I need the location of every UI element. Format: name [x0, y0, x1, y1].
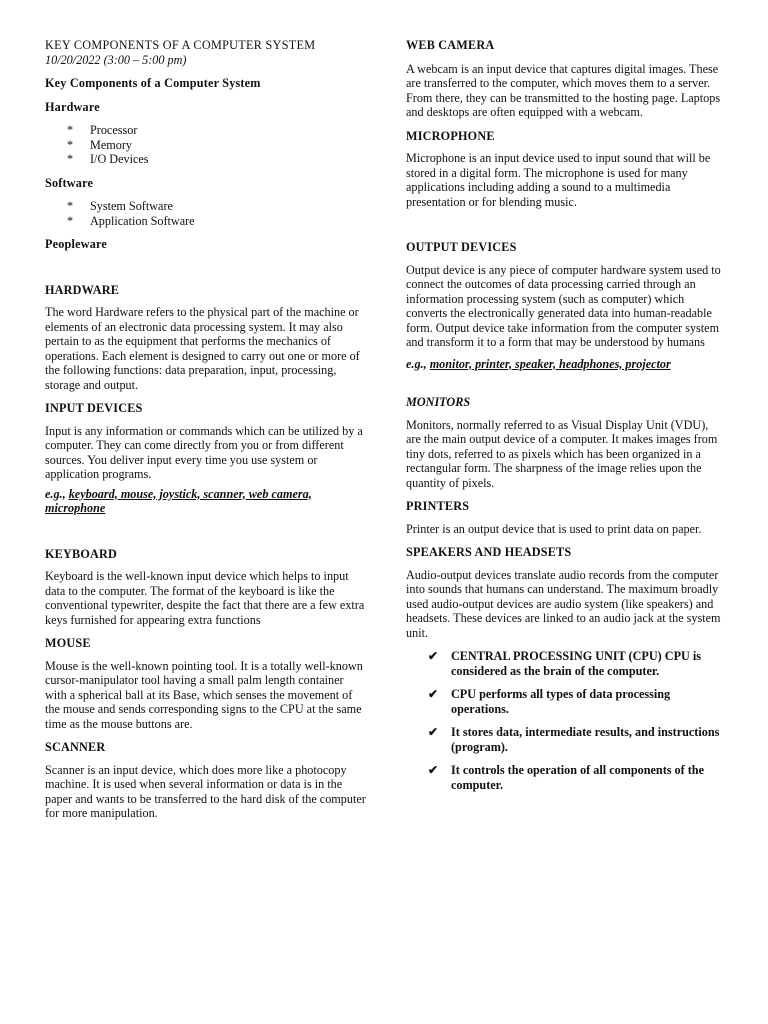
- list-item: * System Software: [67, 199, 173, 213]
- hardware-heading: HARDWARE: [45, 282, 120, 297]
- list-item: * Memory: [67, 137, 132, 152]
- list-item: ✔ It stores data, intermediate results, and instructions (program).: [428, 725, 720, 754]
- hardware-body: The word Hardware refers to the physical part of the machine or elements of an electronic data processing system. It may also pertain to as the equipment that performs the mechanics of operations. Each element is designed to carry out one or more of the following functions: data preparation, input, processing, storage and output.: [45, 305, 360, 392]
- right-column: [406, 38, 726, 801]
- speakers-body: Audio-output devices translate audio records from the computer into sounds that humans can understand. The maximum broadly used audio-output devices are audio system (like speakers) and headsets. These devices are linked to an audio jack at the system unit.: [406, 567, 721, 640]
- scanner-body: Scanner is an input device, which does more like a photocopy machine. It is used when several information or data is in the paper and wants to be transferred to the hard disk of the computer for more manipulation.: [45, 762, 366, 820]
- speakers-heading: SPEAKERS AND HEADSETS: [406, 545, 572, 559]
- list-item: ✔ It controls the operation of all components of the computer.: [428, 763, 704, 792]
- scanner-heading: SCANNER: [45, 740, 106, 754]
- input-devices-body: Input is any information or commands which can be utilized by a computer. They can come directly from you or from different sources. You deliver input every time you use system or application programs.: [45, 423, 363, 481]
- monitors-body: Monitors, normally referred to as Visual Display Unit (VDU), are the main output device of a computer. It makes images from tiny dots, referred to as pixels which has been organized in a rectangular form. The sharpness of the image relies upon the quantity of pixels.: [406, 417, 718, 490]
- keyboard-body: Keyboard is the well-known input device which helps to input data to the computer. The format of the keyboard is like the conventional typewriter, despite the fact that there are a few extra keys furnished for appearing extra functions: [45, 569, 365, 627]
- printers-body: Printer is an output device that is used to print data on paper.: [406, 521, 702, 536]
- bullet-star: *: [67, 199, 74, 213]
- output-devices-examples: e.g., monitor, printer, speaker, headphones, projector: [406, 356, 671, 371]
- mouse-body: Mouse is the well-known pointing tool. It is a totally well-known cursor-manipulator tool having a small palm length container with a spherical ball at its Base, which senses the movement of the mouse and sends corresponding signs to the CPU at the same time as the mouse buttons are.: [45, 658, 363, 731]
- list-item: ✔ CENTRAL PROCESSING UNIT (CPU) CPU is considered as the brain of the computer.: [428, 649, 701, 678]
- input-devices-heading: INPUT DEVICES: [45, 401, 143, 415]
- bullet-star: *: [67, 123, 74, 137]
- microphone-body: Microphone is an input device used to input sound that will be stored in a digital form. The microphone is used for many applications including adding a sound to a multimedia presentation or for blending music.: [406, 151, 711, 209]
- mouse-heading: MOUSE: [45, 636, 91, 650]
- software-label: Software: [45, 175, 94, 190]
- components-subtitle: Key Components of a Computer System: [45, 76, 261, 90]
- web-camera-heading: WEB CAMERA: [406, 38, 495, 52]
- software-list: [45, 199, 367, 228]
- input-devices-examples: e.g., keyboard, mouse, joystick, scanner, web camera, microphone: [45, 486, 312, 515]
- checkmark-icon: ✔: [428, 649, 439, 663]
- output-devices-heading: OUTPUT DEVICES: [406, 240, 517, 254]
- keyboard-heading: KEYBOARD: [45, 546, 118, 561]
- list-item: * Application Software: [67, 213, 195, 228]
- checkmark-icon: ✔: [428, 687, 439, 701]
- microphone-heading: MICROPHONE: [406, 128, 495, 143]
- hardware-list: [45, 123, 367, 167]
- hardware-label: Hardware: [45, 99, 100, 114]
- list-item: ✔ CPU performs all types of data processing operations.: [428, 687, 671, 716]
- cpu-checklist: [406, 649, 726, 792]
- monitors-heading: MONITORS: [406, 395, 471, 409]
- document-title: KEY COMPONENTS OF A COMPUTER SYSTEM: [45, 38, 316, 52]
- printers-heading: PRINTERS: [406, 499, 470, 513]
- web-camera-body: A webcam is an input device that captures digital images. These are transferred to the computer, which moves them to a server. From there, they can be transmitted to the hosting page. Laptops and desktops are often equipped with a webcam.: [406, 61, 721, 119]
- peopleware-label: Peopleware: [45, 237, 108, 251]
- list-item: * I/O Devices: [67, 152, 149, 166]
- list-item: * Processor: [67, 123, 138, 137]
- bullet-star: *: [67, 137, 74, 152]
- document-date: 10/20/2022 (3:00 – 5:00 pm): [45, 52, 187, 67]
- bullet-star: *: [67, 213, 74, 228]
- output-devices-body: Output device is any piece of computer hardware system used to connect the outcomes of data processing carried through an information processing system (such as computer) which converts the electronically generated data into human-readable form. Output device take information from the computer system and transform it to a form that may be understood by humans: [406, 262, 721, 349]
- left-column: [45, 38, 367, 821]
- checkmark-icon: ✔: [428, 725, 439, 739]
- checkmark-icon: ✔: [428, 763, 439, 777]
- bullet-star: *: [67, 152, 74, 166]
